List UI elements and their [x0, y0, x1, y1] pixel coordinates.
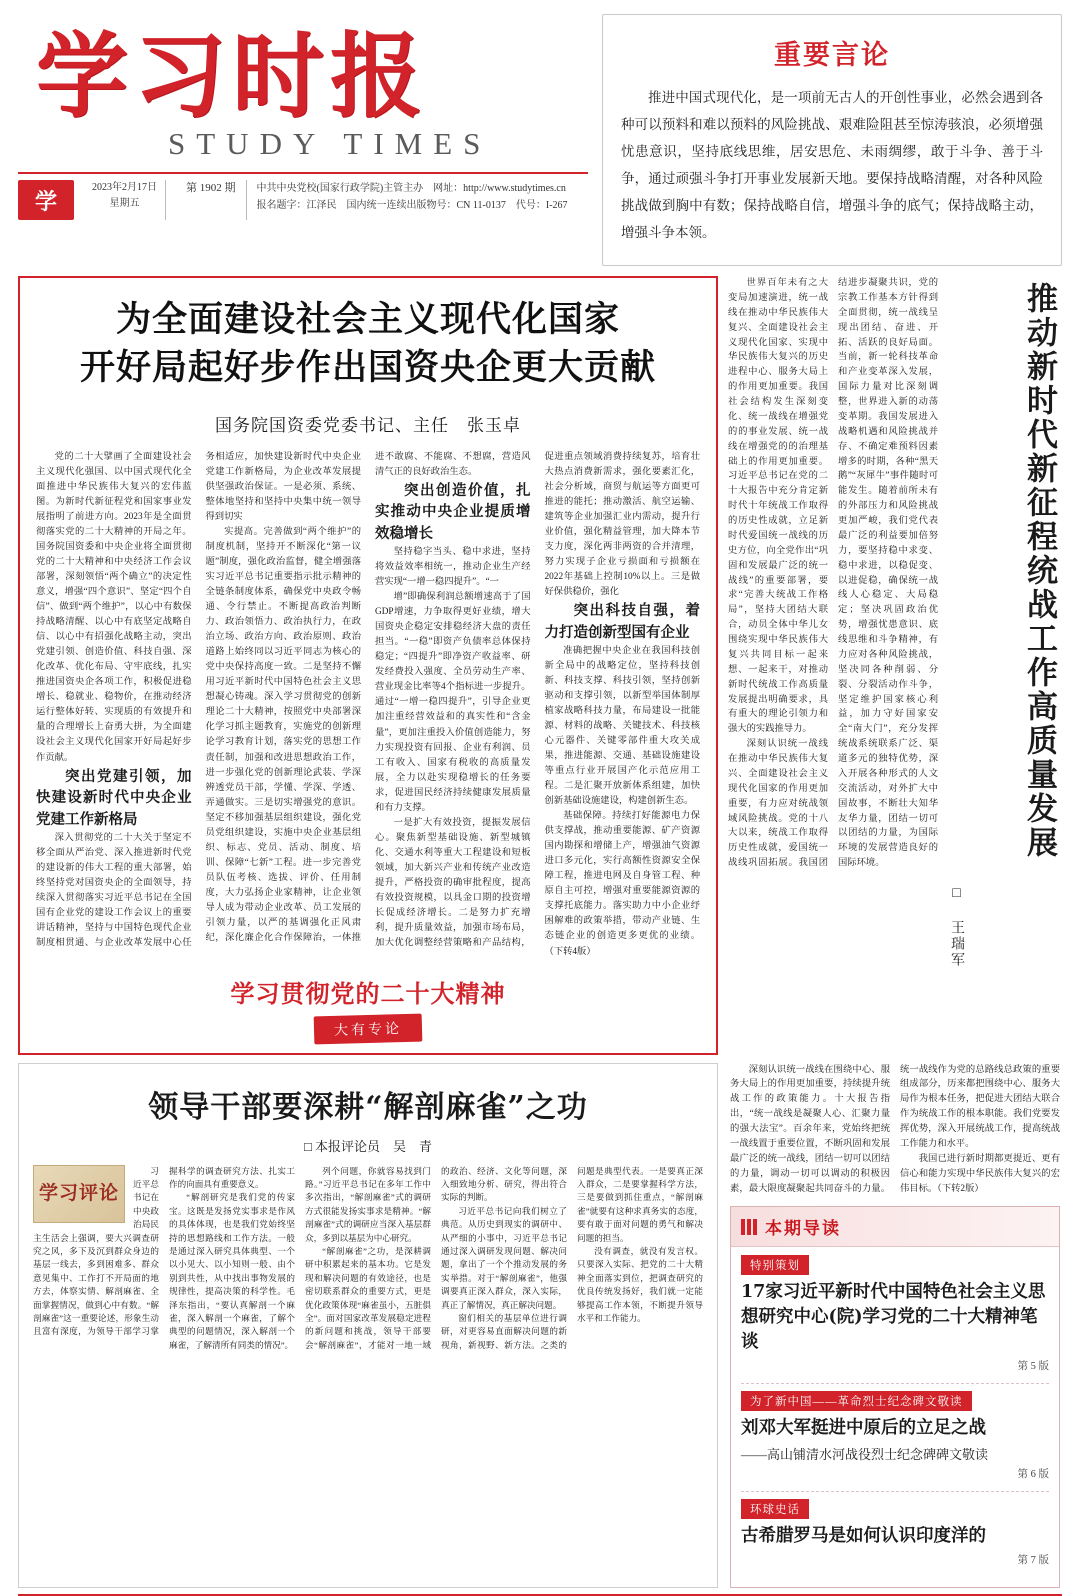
commentary-article [18, 1063, 718, 1588]
guide-item[interactable] [741, 1499, 1049, 1567]
masthead-emblem-icon: 学 [18, 180, 74, 220]
lead-body [36, 450, 700, 960]
vertical-article-body [728, 276, 938, 1055]
guide-separator [741, 1491, 1049, 1492]
commentary-stamp-icon: 学习评论 [33, 1165, 125, 1223]
newspaper-title-en: STUDY TIMES [168, 126, 492, 161]
guide-item-page: 第 7 版 [1017, 1554, 1049, 1566]
commentary-paragraph: “解剖麻雀”之功，是深耕调研中积累起来的基本功。它是发现和解决问题的有效途径，也是密切联系群众的重要方式，更是优化政策体现“麻雀虽小，五脏俱全”。面对国家改革发展稳定进程的新问题和挑战，领导干部要会“解剖麻雀”，才能对一地一域的政治、经济、文化等问题，深入细致地分析、研究，得出符合实际的判断。 [305, 1165, 567, 1350]
commentary-paragraph: 习近平总书记在中央政治局民主生活会上强调，要大兴调查研究之风，多下及沉到群众身边的基层一线去，多到困难多、群众意见集中、工作打不开局面的地方去，体察实情、解剖麻雀、全面掌握情况，做到心中有数。“解剖麻雀”这一重要论述，形象生动且富有深度，为领导干部学习掌握科学的调查研究方法、扎实工作的向面具有重要意义。 [33, 1165, 295, 1337]
commentary-paragraph: 没有调查，就没有发言权。只要深入实际、把党的二十大精神全面落实到位，把调查研究的优良传统发扬好，我们就一定能够提高工作本领，不断提升领导水平和工作能力。 [577, 1245, 703, 1324]
guide-item-page: 第 6 版 [1017, 1468, 1049, 1480]
guide-item-title[interactable]: 古希腊罗马是如何认识印度洋的 [741, 1525, 986, 1546]
lead-title-line2: 开好局起好步作出国资央企更大贡献 [79, 347, 656, 389]
commentary-title: 领导干部要深耕“解剖麻雀”之功 [148, 1089, 588, 1125]
lead-paragraph: 深入贯彻党的二十大关于坚定不移全面从严治党、深入推进新时代党的建设新的伟大工程的重大部署，始终坚持党对国资央企的全面领导，持续深入贯彻落实习近平总书记在全国国有企业党的建设工作会议上的重要讲话精神，坚持与中国特色现代企业制度相贯通、与企业改革发展中心任务相适应，加快建设新时代中央企业党建工作新格局，为企业改革发展提供坚强政治保证。一是必须、系统、整体地坚持和坚持中央集中统一领导得到切实 [36, 451, 361, 949]
editorial-box [602, 14, 1062, 266]
vertical-article [728, 276, 1058, 1055]
publisher-line [257, 180, 568, 197]
vertical-paragraph: 深刻认识统一战线在围绕中心、服务大局上的作用更加重要，持续提升统战工作的政策能力。十大报告指出，“统一战线是凝聚人心、汇聚力量的强大法宝”。百余年来，党始终把统一战线置于重要位置，不断巩固和发展最广泛的统一战线，团结一切可以团结的力量，调动一切可以调动的积极因素，最大限度凝聚起共同奋斗的力量。统一战线作为党的总路线总政策的重要组成部分，历来都把围绕中心、服务大局作为根本任务，把促进大团结大联合作为统战工作的根本职能。我们党要发挥优势，深入开展统战工作，提高统战工作能力和水平。 [730, 1064, 1060, 1194]
lead-section [18, 276, 1062, 1055]
lead-article [18, 276, 718, 1055]
lead-title-line1: 为全面建设社会主义现代化国家 [115, 299, 620, 340]
date-text: 2023年2月17日 [92, 182, 157, 193]
publisher-info [257, 180, 568, 220]
lead-subheading: 突出创造价值，扎实推动中央企业提质增效稳增长 [375, 481, 531, 543]
lead-paragraph: 一是扩大有效投资，提振发展信心。聚焦新型基础设施、新型城镇化、交通水利等重大工程建设和短板领域，加大新兴产业和传统产业改造提升，严格投资的确审批程度，提高有效投资规模，以具金口期的投资增长促成经济增长。二是努力扩充增利，提升质量效益，加强市场布局，加大优化调整经营策略和产品结构，促进重点领域消费持续复苏，培育壮大热点消费新需求，强化要素汇化，社会分析域，商贸与航运等方面更可推进的能托；推动激活、航空运输、建筑等企业加强汇业内需动，提升行业价值，强化精益管理，加大降本节支力度，深化两非两资的合并清理，努力实现子企业亏损面和亏损额在2022年基础上控制10%以上。三是做好保供稳价，强化 [375, 451, 700, 949]
lead-paragraph: 党的二十大擘画了全面建设社会主义现代化强国、以中国式现代化全面推进中华民族伟大复兴的宏伟蓝图。为新时代新征程党和国家事业发展指明了前进方向。2023年是全面贯彻落实党的二十大精神的开局之年。国务院国资委和中央企业将全面贯彻党的二十大精神和中央经济工作会议部署，深刻领悟“两个确立”的决定性意义，增强“四个意识”、坚定“四个自信”、做到“两个维护”，以心中有数保持战略清醒、以心中有底坚定战略自信、以心中有招强化战略主动，突出党建引领、创造价值、科技自强、深化改革、优化布局、守牢底线，扎实推进国资央企各项工作，积极促进稳增长、稳就业、稳物价，在推动经济运行整体好转、实现质的有效提升和量的合理增长上奋勇大拼，为全面建设社会主义现代化国家开好局起好步作贡献。 [36, 451, 192, 763]
lead-subheading: 突出科技自强，着力打造创新型国有企业 [544, 602, 700, 641]
editorial-body: 推进中国式现代化，是一项前无古人的开创性事业，必然会遇到各种可以预料和难以预料的风险挑战、艰难险阻甚至惊涛骇浪，必须增强忧患意识，坚持底线思维，居安思危、未雨绸缪，敢于斗争、善于斗争，通过顽强斗争打开事业发展新天地。要保持战略清醒，对各种风险挑战做到胸中有数；保持战略自信，增强斗争的底气；保持战略主动，增强斗争本领。 [621, 90, 1043, 240]
editorial-title: 重要言论 [774, 40, 890, 71]
website-text: 网址：http://www.studytimes.cn [433, 183, 566, 194]
guide-item-subtitle: ——高山铺清水河战役烈士纪念碑碑文敬读 [741, 1446, 989, 1462]
guide-item-tag: 环球史话 [741, 1499, 809, 1519]
newspaper-title-cn: 学习时报 [36, 22, 429, 130]
publisher-text: 中共中央党校(国家行政学院)主管主办 [256, 183, 424, 194]
lead-byline: 国务院国资委党委书记、主任 张玉卓 [215, 415, 521, 435]
lead-paragraph-text: 基础保障。持续打好能源电力保供支撑战，推动重要能源、矿产资源国内勘探和增储上产，增强油气资源进口多元化，实行高额性资源安全保障工程，推进电网及自身管工程、种原自主可控，增强对重要能源资源的支撑托底能力。落实助力中小企业纾困解难的政策举措，带动产业链、生态链企业的创造更多更优的业绩。 [544, 811, 700, 942]
masthead-writer-text: 报名题字：江泽民 [256, 200, 337, 211]
serial-line [257, 197, 568, 214]
cn-serial-text: 国内统一连续出版物号：CN 11-0137 [346, 200, 506, 211]
guide-item-page: 第 5 版 [1017, 1360, 1049, 1372]
vertical-paragraph: 我国已进行新时期都更提近、更有信心和能力实现中华民族伟大复兴的宏伟目标。（下转2版） [900, 1153, 1060, 1194]
guide-item-tag: 为了新中国——革命烈士纪念碑文敬读 [741, 1391, 972, 1411]
masthead-meta [18, 174, 588, 220]
vertical-paragraph: 深刻认识统一战线在推动中华民族伟大复兴、全面建设社会主义现代化国家的作用更加重要，有力应对统战领域风险挑战。党的十八大以来，统战工作取得历史性成就，爱国统一战线巩固拓展。我国团结进步凝聚共识，党的宗教工作基本方针得到全面贯彻，统一战线呈现出团结、奋进、开拓、活跃的良好局面。当前，新一轮科技革命和产业变革深入发展，国际力量对比深刻调整，世界进入新的动荡变革期。我国发展进入战略机遇和风险挑战并存、不确定难预料因素增多的时期，各种“黑天鹅”“灰犀牛”事件随时可能发生。随着前所未有的外部压力和风险挑战更加严峻，我们党代表最广泛的利益要加倍努力，要坚持稳中求变、稳中求进，以稳促变、以进促稳，确保统一战线人心稳定、大局稳定；坚决巩固政治优势，增强忧患意识、底线思维和斗争精神，有力应对各种风险挑战，坚决同各种削弱、分裂、分裂活动作斗争，坚定维护国家核心利益，加力守好国家安全“南大门”，充分发挥统战系统联系广泛、渠道多元的独特优势，深入开展各种形式的人文交流活动，对外扩大中国故事，不断壮大知华友华力量，团结一切可以团结的力量，为国际环境的发展营造良好的国际环境。 [728, 278, 938, 869]
guide-separator [741, 1383, 1049, 1384]
lead-title [36, 296, 700, 393]
vertical-title-group [946, 276, 1058, 1055]
masthead [18, 14, 1062, 266]
commentary-paragraph: 列个问题，你就容易找到门路。”习近平总书记在多年工作中多次指出，“解剖麻雀”式的调研方式很能发扬实事求是精神。“解剖麻雀”式的调研应当深入基层群众，多到以基层为中心研究。 [305, 1165, 431, 1243]
guide-item-title[interactable]: 17家习近平新时代中国特色社会主义思想研究中心(院)学习党的二十大精神笔谈 [741, 1282, 1046, 1353]
masthead-left [18, 14, 588, 266]
postal-code-text: 代号：I-267 [515, 200, 568, 211]
issue-guide-title: 本期导读 [765, 1219, 841, 1239]
weekday-text: 星期五 [109, 198, 140, 209]
commentary-byline: □ 本报评论员 吴 青 [303, 1138, 433, 1154]
issue-guide [730, 1206, 1060, 1587]
vertical-paragraph: 世界百年未有之大变局加速演进，统一战线在推动中华民族伟大复兴、全面建设社会主义现代化国家、实现中华民族伟大复兴的历史进程中心、服务大局上的作用更加重要。我国社会结构发生深刻变化、统一战线在增强党的的事业发展、统一战线在增强党的的治理基础上的作用更加重要。习近平总书记在党的二十大报告中充分肯定新时代十年统战工作取得的历史性成就，立足新时代爱国统一战线的历史方位，向全党作出“巩固和发展最广泛的统一战线”的重要部署，要求“完善大统战工作格局”，坚持大团结大联合，动员全体中华儿女围绕实现中华民族伟大复兴共同目标一起来想、一起来干，对推动新时代统战工作高质量发展提出明确要求，具有重大的理论引领力和强大的实践推导力。 [728, 278, 828, 735]
lead-paragraph: 增”即确保利润总额增速高于了国GDP增速，力争取得更好业绩，增大国资央企稳定安排稳经济大盘的责任担当。“一稳”即资产负债率总体保持稳定；“四提升”即净资产收益率、研发经费投入强度、全员劳动生产率、营业现金比率等4个指标进一步提升。通过“一增一稳四提升”，引导企业更加注重经营效益和的真实性和“含金量”，更加注重投入价值创造能力，努力实现投资有回报、企业有利润、员工有收入、国家有税收的高质量发展，全力以赴实现稳增长的任务要求，促进国民经济持续健康发展质量和有力支撑。 [375, 592, 531, 813]
guide-item[interactable] [741, 1391, 1049, 1481]
guide-item[interactable] [741, 1255, 1049, 1373]
lead-paragraph [545, 809, 701, 959]
lead-paragraph: 坚持稳字当头、稳中求进，坚持将效益效率相统一，推动企业生产经营实现“一增一稳四提升”。“一 [375, 546, 531, 588]
guide-bars-icon [741, 1219, 757, 1235]
publication-date [84, 180, 166, 220]
vertical-article-tail [730, 1063, 1060, 1197]
vertical-article-title: 推动新时代新征程统战工作高质量发展 [1021, 282, 1057, 860]
bottom-section [18, 1063, 1062, 1588]
issue-number: 第 1902 期 [176, 180, 247, 220]
lead-slogan: 学习贯彻党的二十大精神 [230, 978, 506, 1008]
commentary-paragraph: “解剖研究是我们党的传家宝。这既是发扬党实事求是作风的具体体现，也是我们党始终坚持的思想路线和工作方法。一般是通过深入研究具体典型、一个以小见大、以小知则一般、由个别到共性，从中找出事物发展的规律性，提高决策的科学性。毛泽东指出，“要认真解剖一个麻雀，深入解剖一个麻雀，了解个典型的问题情况，深入解剖一个麻雀，了解清所有同类的情况”。 [169, 1192, 295, 1350]
commentary-paragraph: 习近平总书记向我们树立了典范。从历史到现实的调研中、从严细的小事中，习近平总书记通过深入调研发现问题、解决问题，拿出了一个个推动发展的务实举措。对于“解剖麻雀”，他强调要真正深入群众，深入实际，真正了解情况，真正解决问题。 [441, 1205, 567, 1310]
lead-paragraph: 准确把握中央企业在我国科技创新全局中的战略定位，坚持科技创新、科技支撑、科技引领，坚持创新驱动和支撑引领，以新型举国体制厚植家战略科技力量，布局建设一批能源、材料的战略、关键技术、科技核心元器件、关键零部件重大攻关成果，推进能源、交通、基础设施建设等重点行业开展国产化示范应用工程。二是汇聚开放新体系组建，加快创新基础设施建设，构建创新生态。 [544, 645, 700, 807]
lead-continuation: （下转4版） [544, 946, 596, 957]
issue-guide-body [731, 1247, 1059, 1586]
vertical-article-author: □ 王瑞军 [949, 886, 964, 968]
commentary-paragraph: 窗们相关的基层单位进行调研，对更容易直面解决问题的新视角，新视野、新方法。之类的问题是典型代表。一是要真正深入群众，二是要掌握科学方法，三是要做到抓住重点，“解剖麻雀”就要有这种求真务实的态度，要有敢于面对问题的勇气和解决问题的担当。 [441, 1165, 703, 1350]
guide-item-title[interactable]: 刘邓大军挺进中原后的立足之战 [741, 1417, 986, 1438]
footer-divider [18, 1594, 1062, 1596]
guide-item-tag: 特别策划 [741, 1255, 809, 1275]
lead-paragraph: 实提高。完善做到“两个维护”的制度机制，坚持开不断深化“第一议题”制度，强化政治监督，健全增强落实习近平总书记重要指示批示精神的全链条制度体系，确保党中央政令畅通、令行禁止。不断提高政治判断力、政治领悟力、政治执行力，在政治立场、政治方向、政治原则、政治道路上始终同以习近平同志为核心的党中央保持高度一致。二是坚持不懈用习近平新时代中国特色社会主义思想凝心铸魂。深入学习贯彻党的创新理论二十大精神，按照党中央部署深化学习抓主题教育，实施党的创新理论学习教育计划，落实党的思想工作责任制，加强和改进思想政治工作，进一步强化党的创新理论武装、学深辨透党员干部，学懂、学深、学透、弄通做实。三是切实增强党的意识。坚定不移加强基层组织建设，强化党员党组织建设，实施中央企业基层组织、标志、党员、活动、制度、培训、保障“七新”工程。进一步完善党员队伍考核、选拔、评价、任用制度，大力弘扬企业家精神，让企业领导人成为带动企业改革、员工发展的引领力量，以严的基调强化正风肃纪，深化廉企化合作保障治，一体推进不敢腐、不能腐、不想腐，营造风清气正的良好政治生态。 [205, 451, 531, 944]
lead-subheading: 突出党建引领，加快建设新时代中央企业党建工作新格局 [36, 767, 192, 829]
issue-guide-header [731, 1207, 1059, 1247]
bottom-right-column [730, 1063, 1060, 1588]
lead-seal-badge: 大有专论 [314, 1013, 423, 1044]
commentary-body [33, 1165, 703, 1353]
